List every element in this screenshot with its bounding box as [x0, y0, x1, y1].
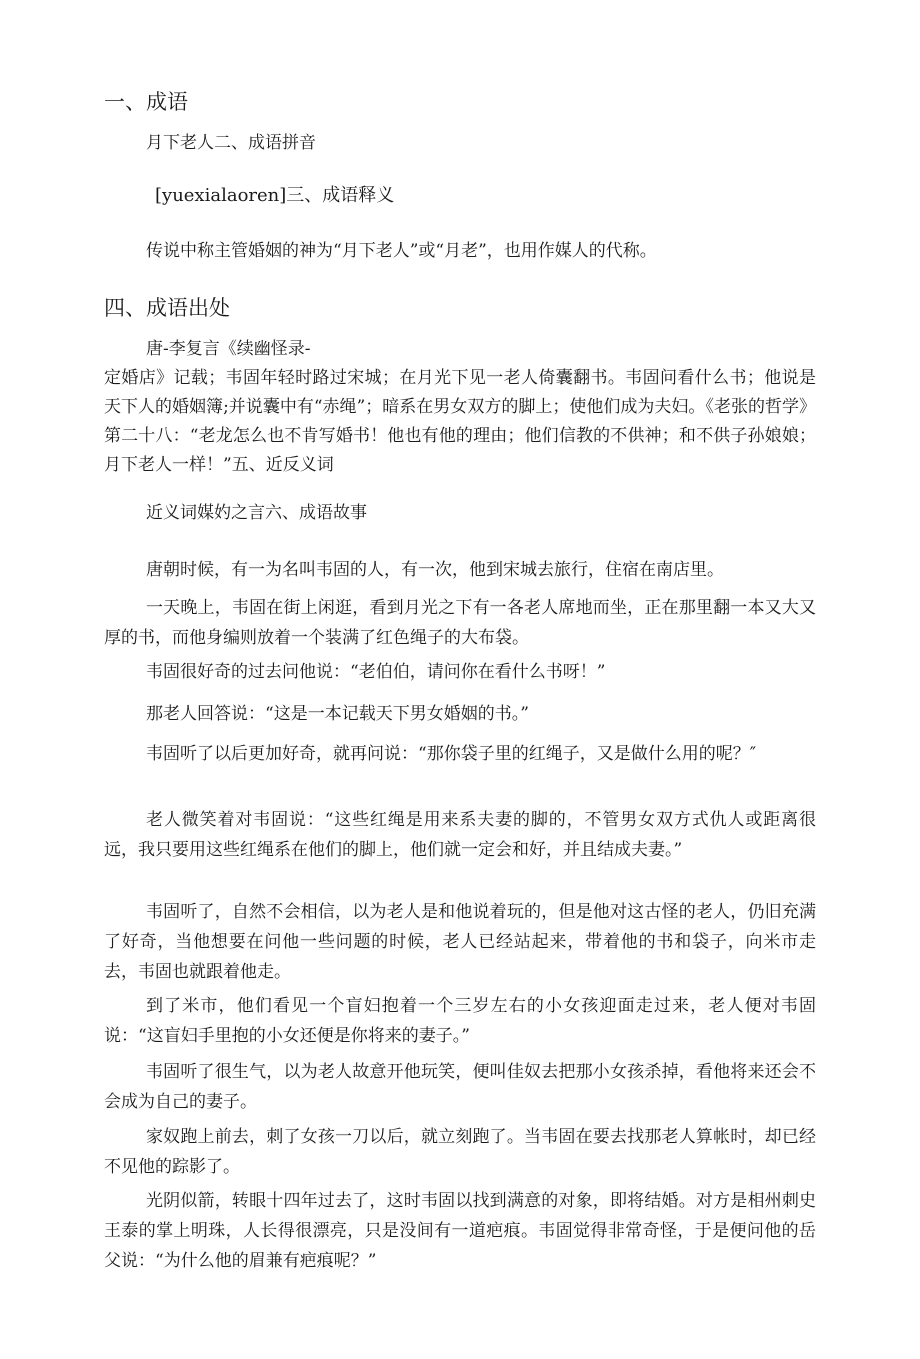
story-paragraph: 韦固听了，自然不会相信，以为老人是和他说着玩的，但是他对这古怪的老人，仍旧充满了好奇，当他想要在问他一些问题的时候，老人已经站起来，带着他的书和袋子，向米市走去，韦固也就跟着他走。	[104, 902, 816, 982]
story-paragraph: 一天晚上，韦固在街上闲逛，看到月光之下有一各老人席地而坐，正在那里翻一本又大又厚的书，而他身编则放着一个装满了红色绳子的大布袋。	[104, 598, 816, 648]
source-paragraph: 定婚店》记载；韦固年轻时路过宋城；在月光下见一老人倚囊翻书。韦固问看什么书；他说是天下人的婚姻簿;并说囊中有“赤绳”；暗系在男女双方的脚上；使他们成为夫妇。《老张的哲学》第二十八：“老龙怎么也不肯写婚书！他也有他的理由；他们信教的不供神；和不供子孙娘娘；月下老人一样！”五、近反义词	[104, 368, 816, 475]
story-paragraph: 韦固听了以后更加好奇，就再问说：“那你袋子里的红绳子，又是做什么用的呢？″	[146, 744, 757, 764]
story-paragraph: 家奴跑上前去，刺了女孩一刀以后，就立刻跑了。当韦固在要去找那老人算帐时，却已经不见他的踪影了。	[104, 1127, 816, 1177]
story-paragraph: 到了米市，他们看见一个盲妇抱着一个三岁左右的小女孩迎面走过来，老人便对韦固说：“这盲妇手里抱的小女还便是你将来的妻子。”	[104, 996, 816, 1046]
story-paragraph: 韦固很好奇的过去问他说：“老伯伯，请问你在看什么书呀！”	[146, 662, 606, 682]
pinyin-line: [yuexialaoren]三、成语释义	[155, 185, 395, 206]
section-heading-source: 四、成语出处	[104, 296, 230, 320]
synonym-line: 近义词媒妁之言六、成语故事	[146, 503, 367, 523]
idiom-name-line: 月下老人二、成语拼音	[146, 133, 316, 153]
section-heading-idiom: 一、成语	[104, 90, 188, 114]
story-paragraph: 韦固听了很生气，以为老人故意开他玩笑，便叫佳奴去把那小女孩杀掉，看他将来还会不会成为自己的妻子。	[104, 1062, 816, 1112]
story-paragraph: 光阴似箭，转眼十四年过去了，这时韦固以找到满意的对象，即将结婚。对方是相州刺史王泰的掌上明珠，人长得很漂亮，只是没间有一道疤痕。韦固觉得非常奇怪，于是便问他的岳父说：“为什么他的眉兼有疤痕呢？”	[104, 1191, 816, 1271]
definition-line: 传说中称主管婚姻的神为“月下老人”或“月老”，也用作媒人的代称。	[146, 241, 657, 261]
story-paragraph: 老人微笑着对韦固说：“这些红绳是用来系夫妻的脚的，不管男女双方式仇人或距离很远，我只要用这些红绳系在他们的脚上，他们就一定会和好，并且结成夫妻。”	[104, 810, 816, 860]
source-first-line: 唐-李复言《续幽怪录-	[146, 339, 311, 359]
story-paragraph: 唐朝时候，有一为名叫韦固的人，有一次，他到宋城去旅行，住宿在南店里。	[146, 560, 724, 580]
story-paragraph: 那老人回答说：“这是一本记载天下男女婚姻的书。”	[146, 704, 529, 724]
